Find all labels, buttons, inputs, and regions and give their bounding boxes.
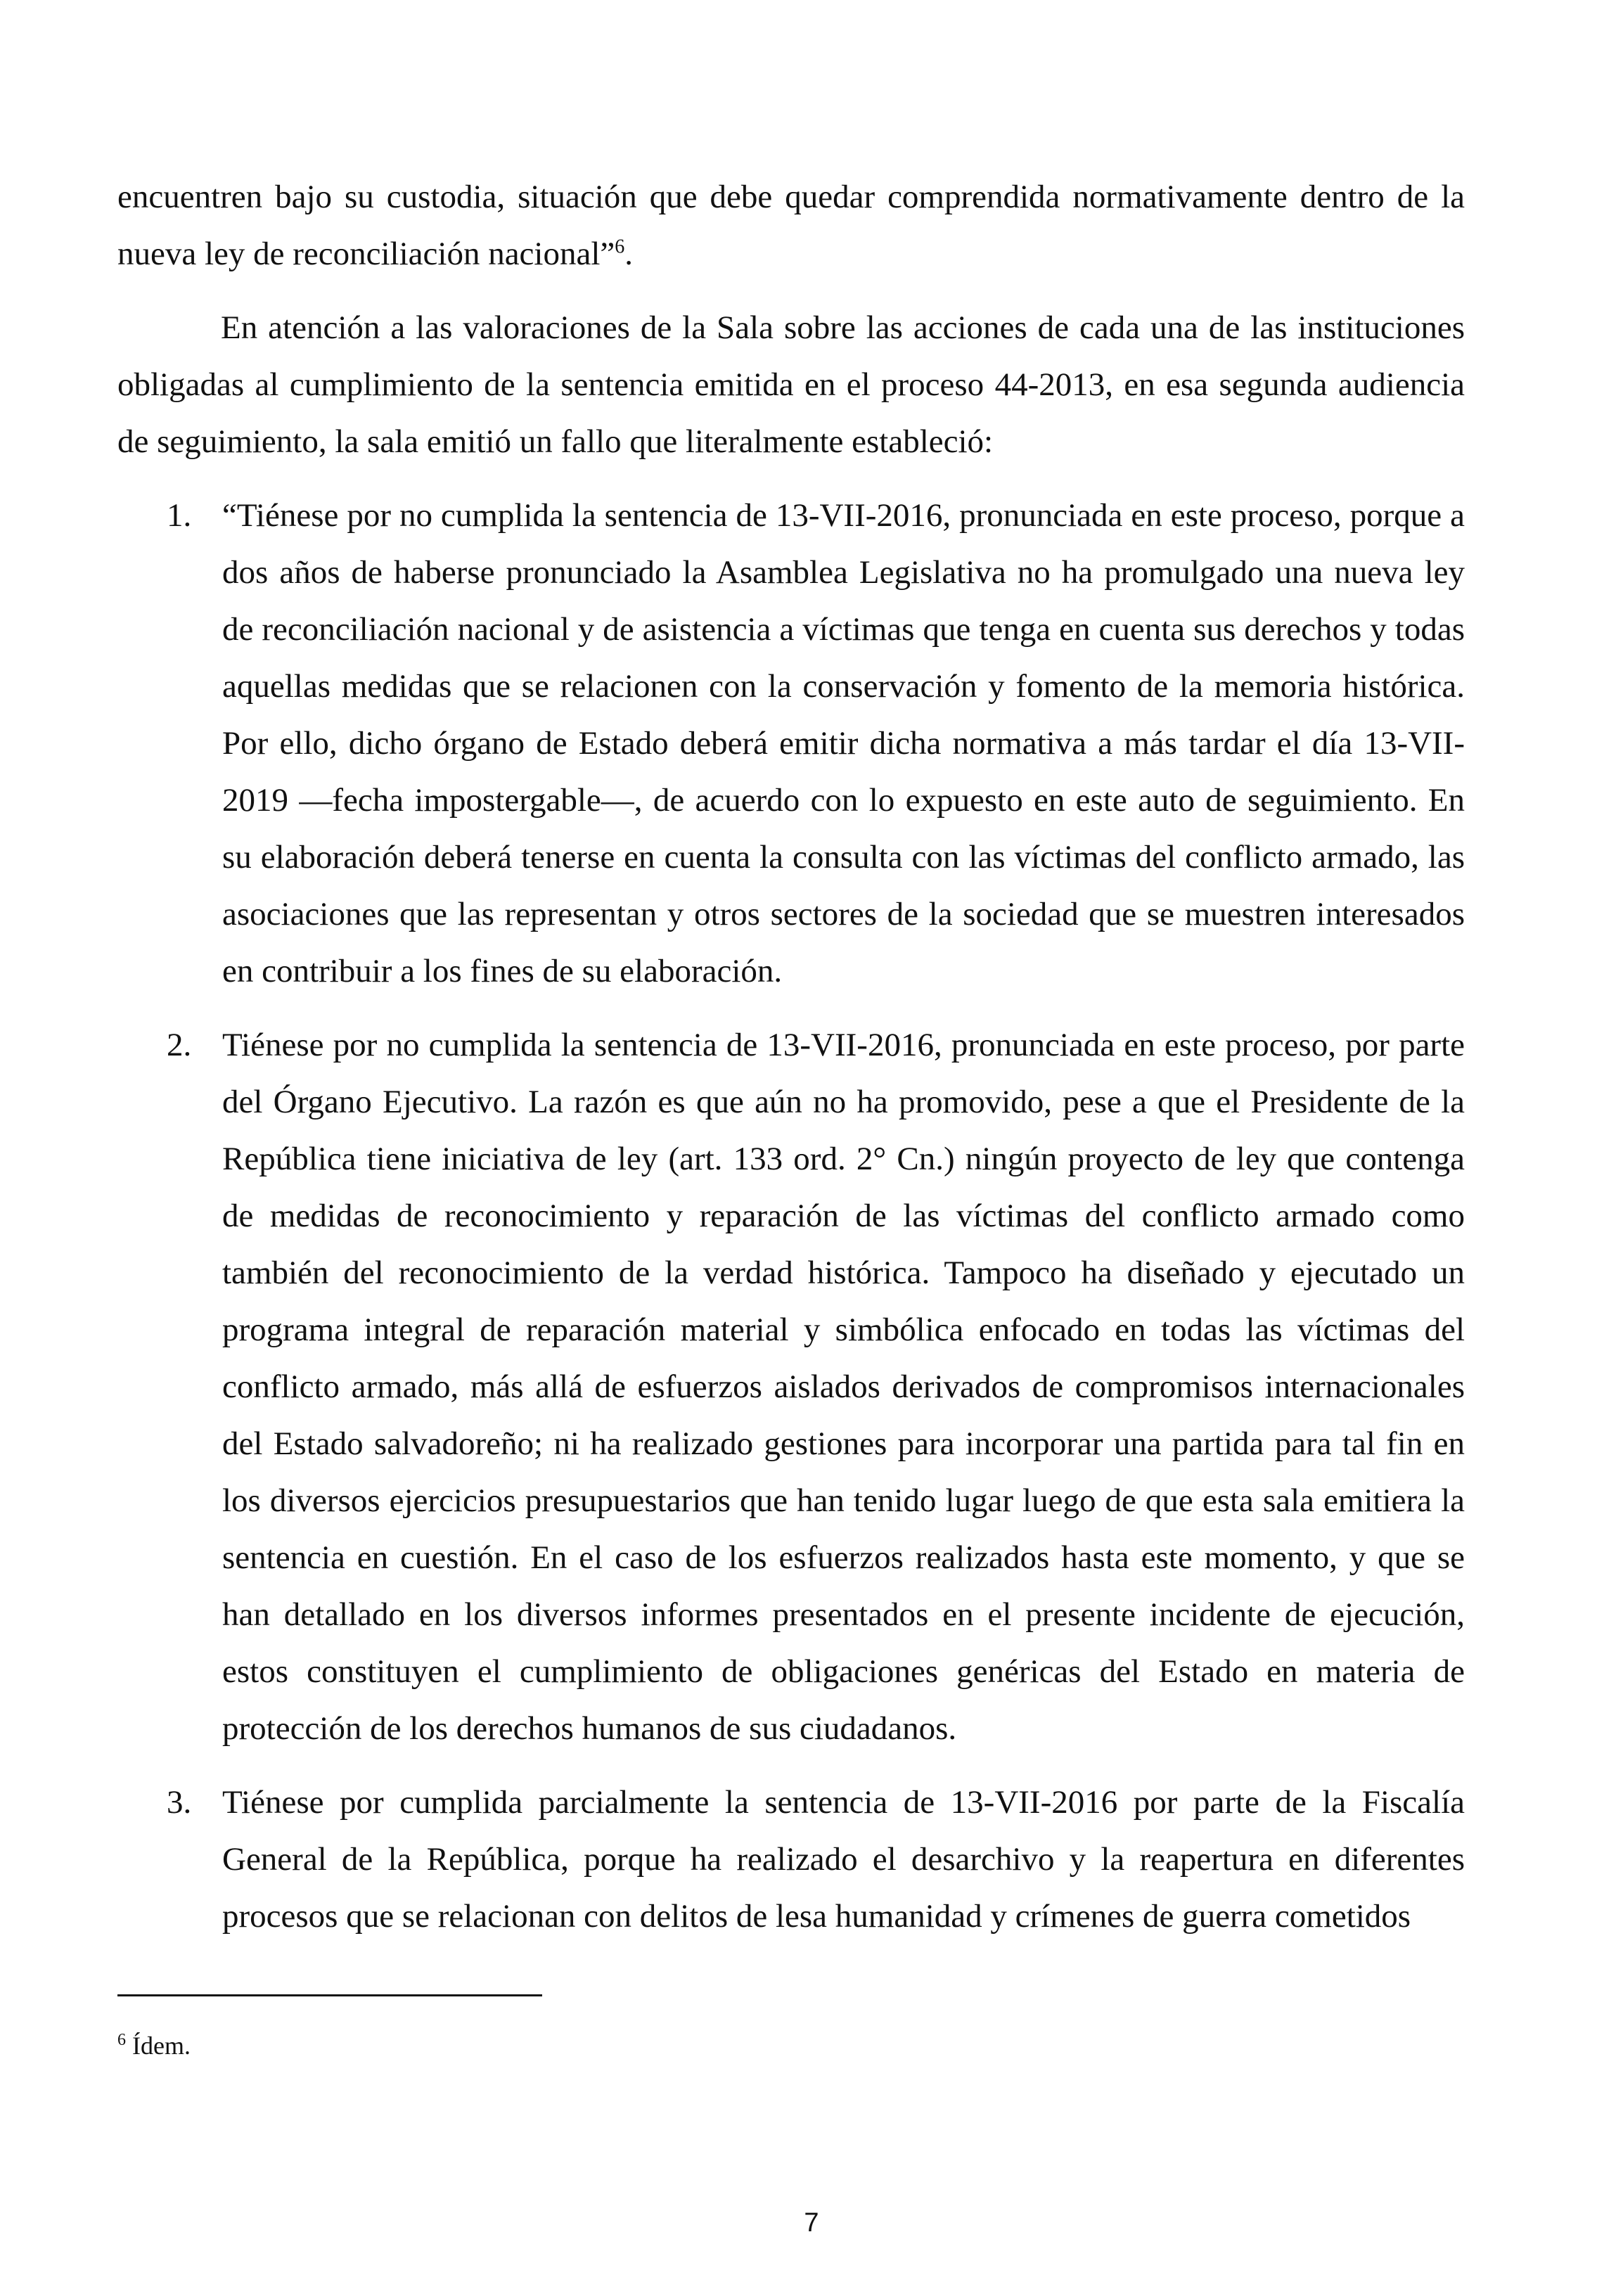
footnote-reference[interactable]: 6 [615, 236, 625, 258]
ruling-list [117, 487, 1465, 1945]
list-item-number: 3. [167, 1784, 192, 1821]
list-item-text: Tiénese por cumplida parcialmente la sentencia de 13-VII-2016 por parte de la Fiscalía General de la República, porque ha realizado el desarchivo y la reapertura en diferentes procesos que se relacionan con delitos de lesa humanidad y crímenes de guerra cometidos [222, 1784, 1465, 1935]
list-item-number: 1. [167, 497, 192, 534]
footnote-text: Ídem. [132, 2032, 191, 2060]
list-item [117, 487, 1465, 1000]
list-item-text: “Tiénese por no cumplida la sentencia de 13-VII-2016, pronunciada en este proceso, porque a dos años de haberse pronunciado la Asamblea Legislativa no ha promulgado una nueva ley de reconciliación nacional y de asistencia a víctimas que tenga en cuenta sus derechos y todas aquellas medidas que se relacionen con la conservación y fomento de la memoria histórica. Por ello, dicho órgano de Estado deberá emitir dicha normativa a más tardar el día 13-VII-2019 —fecha impostergable—, de acuerdo con lo expuesto en este auto de seguimiento. En su elaboración deberá tenerse en cuenta la consulta con las víctimas del conflicto armado, las asociaciones que las representan y otros sectores de la sociedad que se muestren interesados en contribuir a los fines de su elaboración. [222, 497, 1465, 989]
body-text [117, 169, 1465, 1962]
continuation-tail: . [624, 236, 633, 272]
continuation-text: encuentren bajo su custodia, situación que debe quedar comprendida normativamente dentro de la nueva ley de reconciliación nacional” [117, 179, 1465, 272]
footnote-marker: 6 [117, 2031, 126, 2049]
list-item [117, 1774, 1465, 1945]
intro-paragraph: En atención a las valoraciones de la Sala sobre las acciones de cada una de las instituciones obligadas al cumplimiento de la sentencia emitida en el proceso 44-2013, en esa segunda audiencia de seguimiento, la sala emitió un fallo que literalmente estableció: [117, 309, 1465, 460]
list-item-text: Tiénese por no cumplida la sentencia de 13-VII-2016, pronunciada en este proceso, por parte del Órgano Ejecutivo. La razón es que aún no ha promovido, pese a que el Presidente de la República tiene iniciativa de ley (art. 133 ord. 2° Cn.) ningún proyecto de ley que contenga de medidas de reconocimiento y reparación de las víctimas del conflicto armado como también del reconocimiento de la verdad histórica. Tampoco ha diseñado y ejecutado un programa integral de reparación material y simbólica enfocado en todas las víctimas del conflicto armado, más allá de esfuerzos aislados derivados de compromisos internacionales del Estado salvadoreño; ni ha realizado gestiones para incorporar una partida para tal fin en los diversos ejercicios presupuestarios que han tenido lugar luego de que esta sala emitiera la sentencia en cuestión. En el caso de los esfuerzos realizados hasta este momento, y que se han detallado en los diversos informes presentados en el presente incidente de ejecución, estos constituyen el cumplimiento de obligaciones genéricas del Estado en materia de protección de los derechos humanos de sus ciudadanos. [222, 1027, 1465, 1747]
list-item-number: 2. [167, 1027, 192, 1063]
list-item [117, 1017, 1465, 1757]
continuation-paragraph [117, 169, 1465, 283]
footnote-separator [117, 1994, 542, 1996]
footnote [117, 2031, 191, 2060]
page-number: 7 [804, 2208, 819, 2238]
